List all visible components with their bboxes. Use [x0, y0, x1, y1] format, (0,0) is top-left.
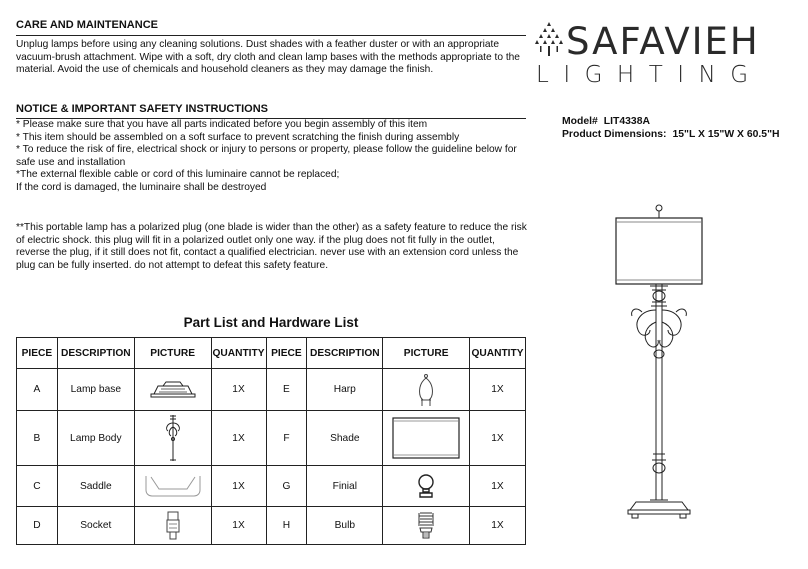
quantity-cell: 1X	[470, 369, 526, 411]
logo-subtitle: LIGHTING	[536, 62, 763, 88]
dimensions-line	[562, 128, 792, 141]
table-row	[17, 507, 526, 545]
table-row	[17, 411, 526, 466]
piece-cell: A	[17, 369, 58, 411]
care-text: Unplug lamps before using any cleaning solutions. Dust shades with a feather duster or with an appropriate vacuum-brush attachment. Wipe with a soft, dry cloth and clean lamp bases with the methods appropriate to the material. Avoid the use of chemicals and household cleaners as they may damage the finish.	[16, 39, 520, 76]
picture-cell	[134, 466, 211, 507]
notice-item: * To reduce the risk of fire, electrical shock or injury to persons or property, please follow the guideline below for safe use and installation	[16, 144, 517, 168]
description-cell: Harp	[307, 369, 383, 411]
care-divider	[16, 35, 526, 36]
floor-lamp-illustration	[606, 204, 712, 520]
header-piece: PIECE	[17, 338, 58, 369]
header-picture: PICTURE	[134, 338, 211, 369]
shade-icon	[392, 417, 460, 459]
picture-cell	[383, 507, 470, 545]
description-cell: Shade	[307, 411, 383, 466]
table-row	[17, 466, 526, 507]
notice-title: NOTICE & IMPORTANT SAFETY INSTRUCTIONS	[16, 103, 268, 115]
parts-table-title: Part List and Hardware List	[183, 315, 359, 330]
header-picture: PICTURE	[383, 338, 470, 369]
model-label: Model#	[562, 116, 598, 127]
socket-icon	[165, 510, 181, 542]
quantity-cell: 1X	[211, 411, 266, 466]
picture-cell	[383, 466, 470, 507]
description-cell: Socket	[57, 507, 134, 545]
notice-list	[16, 119, 528, 195]
quantity-cell: 1X	[470, 507, 526, 545]
piece-cell: G	[266, 466, 307, 507]
picture-cell	[383, 369, 470, 411]
model-line	[562, 115, 792, 128]
harp-icon	[416, 373, 436, 407]
description-cell: Saddle	[57, 466, 134, 507]
parts-table	[16, 337, 526, 545]
notice-item: *The external flexible cable or cord of this luminaire cannot be replaced;	[16, 169, 340, 181]
quantity-cell: 1X	[211, 369, 266, 411]
header-quantity: QUANTITY	[211, 338, 266, 369]
picture-cell	[134, 411, 211, 466]
piece-cell: D	[17, 507, 58, 545]
finial-icon	[417, 473, 435, 499]
header-description: DESCRIPTION	[307, 338, 383, 369]
saddle-icon	[143, 473, 203, 499]
picture-cell	[134, 369, 211, 411]
quantity-cell: 1X	[470, 411, 526, 466]
dimensions-label: Product Dimensions:	[562, 129, 667, 141]
header-quantity: QUANTITY	[470, 338, 526, 369]
notice-item: * This item should be assembled on a soft surface to prevent scratching the finish during assembly	[16, 131, 460, 143]
model-value: LIT4338A	[603, 116, 650, 127]
description-cell: Lamp Body	[57, 411, 134, 466]
quantity-cell: 1X	[211, 466, 266, 507]
lamp-body-icon	[163, 413, 183, 463]
piece-cell: E	[266, 369, 307, 411]
table-header-row	[17, 338, 526, 369]
safavieh-logo	[532, 14, 772, 92]
dimensions-value: 15"L X 15"W X 60.5"H	[672, 129, 780, 141]
description-cell: Finial	[307, 466, 383, 507]
header-piece: PIECE	[266, 338, 307, 369]
quantity-cell: 1X	[470, 466, 526, 507]
piece-cell: F	[266, 411, 307, 466]
plug-warning: **This portable lamp has a polarized plug (one blade is wider than the other) as a safety feature to reduce the risk of electric shock. this plug will fit in a polarized outlet only one way. if the plug does not fit fully in the outlet, reverse the plug, if it still does not fit, contact a qualified electrician. never use with an extension cord unless the plug can be fully inserted. do not attempt to defeat this safety feature.	[16, 222, 527, 271]
piece-cell: B	[17, 411, 58, 466]
quantity-cell: 1X	[211, 507, 266, 545]
lamp-base-icon	[148, 379, 198, 401]
product-info	[562, 115, 792, 142]
care-title: CARE AND MAINTENANCE	[16, 19, 158, 31]
logo-brand: SAFAVIEH	[566, 20, 760, 63]
picture-cell	[383, 411, 470, 466]
notice-item: * Please make sure that you have all parts indicated before you begin assembly of this item	[16, 119, 428, 130]
description-cell: Bulb	[307, 507, 383, 545]
piece-cell: H	[266, 507, 307, 545]
chandelier-logo-icon	[534, 22, 564, 56]
table-row	[17, 369, 526, 411]
notice-item: If the cord is damaged, the luminaire shall be destroyed	[16, 181, 267, 193]
bulb-icon	[415, 510, 437, 542]
header-description: DESCRIPTION	[57, 338, 134, 369]
description-cell: Lamp base	[57, 369, 134, 411]
picture-cell	[134, 507, 211, 545]
piece-cell: C	[17, 466, 58, 507]
